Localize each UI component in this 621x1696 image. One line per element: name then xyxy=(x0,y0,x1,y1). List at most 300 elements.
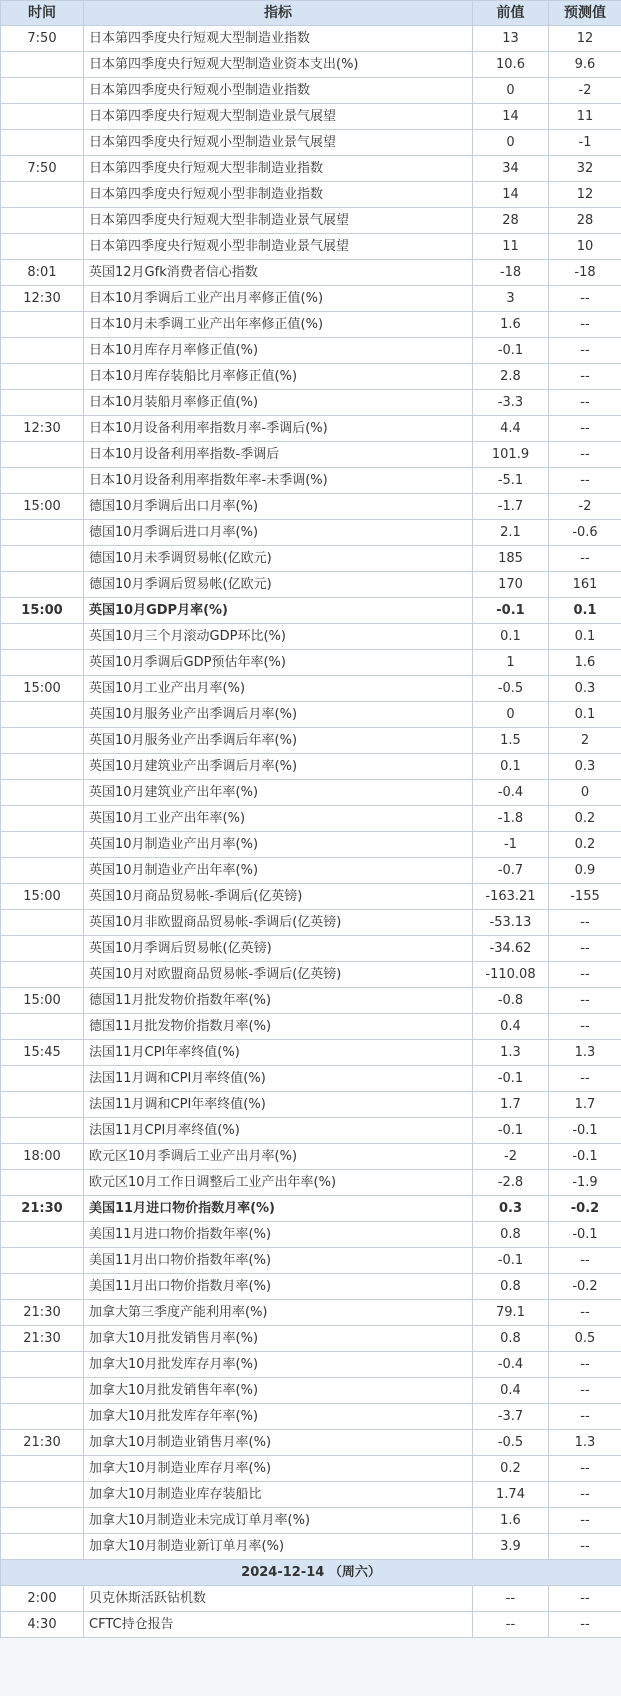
indicator-cell: 加拿大10月批发库存年率(%) xyxy=(84,1404,473,1430)
previous-value-cell: -1.8 xyxy=(473,806,549,832)
table-row xyxy=(1,1274,621,1300)
table-row xyxy=(1,936,621,962)
previous-value-cell: 10.6 xyxy=(473,52,549,78)
table-row xyxy=(1,910,621,936)
previous-value-cell: 0.3 xyxy=(473,1196,549,1222)
forecast-value-cell: -- xyxy=(549,1066,621,1092)
forecast-value-cell: 9.6 xyxy=(549,52,621,78)
table-row xyxy=(1,676,621,702)
header-row xyxy=(1,1,621,26)
header-forecast: 预测值 xyxy=(549,1,621,26)
table-row xyxy=(1,468,621,494)
indicator-cell: 英国10月对欧盟商品贸易帐-季调后(亿英镑) xyxy=(84,962,473,988)
table-row xyxy=(1,1092,621,1118)
time-cell xyxy=(1,182,84,208)
previous-value-cell: 1.74 xyxy=(473,1482,549,1508)
indicator-cell: 英国10月建筑业产出季调后月率(%) xyxy=(84,754,473,780)
table-row xyxy=(1,312,621,338)
indicator-cell: 日本10月装船月率修正值(%) xyxy=(84,390,473,416)
time-cell xyxy=(1,546,84,572)
indicator-cell: 英国10月商品贸易帐-季调后(亿英镑) xyxy=(84,884,473,910)
table-row xyxy=(1,988,621,1014)
time-cell xyxy=(1,1534,84,1560)
indicator-cell: 日本第四季度央行短观小型制造业景气展望 xyxy=(84,130,473,156)
time-cell xyxy=(1,1118,84,1144)
forecast-value-cell: -- xyxy=(549,962,621,988)
time-cell xyxy=(1,1508,84,1534)
table-row xyxy=(1,1612,621,1638)
forecast-value-cell: -0.1 xyxy=(549,1222,621,1248)
time-cell: 2:00 xyxy=(1,1586,84,1612)
previous-value-cell: 1.7 xyxy=(473,1092,549,1118)
forecast-value-cell: -- xyxy=(549,1352,621,1378)
forecast-value-cell: 11 xyxy=(549,104,621,130)
forecast-value-cell: -1 xyxy=(549,130,621,156)
previous-value-cell: 79.1 xyxy=(473,1300,549,1326)
table-row xyxy=(1,1300,621,1326)
previous-value-cell: 2.8 xyxy=(473,364,549,390)
indicator-cell: 德国10月季调后出口月率(%) xyxy=(84,494,473,520)
previous-value-cell: 1.5 xyxy=(473,728,549,754)
time-cell xyxy=(1,936,84,962)
forecast-value-cell: 28 xyxy=(549,208,621,234)
forecast-value-cell: -0.2 xyxy=(549,1274,621,1300)
previous-value-cell: -- xyxy=(473,1586,549,1612)
time-cell xyxy=(1,78,84,104)
header-previous: 前值 xyxy=(473,1,549,26)
indicator-cell: 日本第四季度央行短观大型制造业资本支出(%) xyxy=(84,52,473,78)
header-time: 时间 xyxy=(1,1,84,26)
forecast-value-cell: 12 xyxy=(549,182,621,208)
time-cell xyxy=(1,338,84,364)
indicator-cell: 加拿大10月制造业库存月率(%) xyxy=(84,1456,473,1482)
indicator-cell: 加拿大10月制造业销售月率(%) xyxy=(84,1430,473,1456)
indicator-cell: 日本10月库存月率修正值(%) xyxy=(84,338,473,364)
previous-value-cell: -2.8 xyxy=(473,1170,549,1196)
indicator-cell: 法国11月CPI年率终值(%) xyxy=(84,1040,473,1066)
time-cell xyxy=(1,728,84,754)
table-row xyxy=(1,338,621,364)
time-cell xyxy=(1,572,84,598)
table-row xyxy=(1,442,621,468)
previous-value-cell: 34 xyxy=(473,156,549,182)
table-row xyxy=(1,390,621,416)
previous-value-cell: -0.7 xyxy=(473,858,549,884)
table-row xyxy=(1,1482,621,1508)
previous-value-cell: 0.1 xyxy=(473,754,549,780)
time-cell xyxy=(1,1248,84,1274)
forecast-value-cell: -18 xyxy=(549,260,621,286)
indicator-cell: 德国11月批发物价指数月率(%) xyxy=(84,1014,473,1040)
forecast-value-cell: -- xyxy=(549,416,621,442)
table-row xyxy=(1,1196,621,1222)
indicator-cell: 英国10月工业产出年率(%) xyxy=(84,806,473,832)
previous-value-cell: 2.1 xyxy=(473,520,549,546)
time-cell xyxy=(1,208,84,234)
indicator-cell: CFTC持仓报告 xyxy=(84,1612,473,1638)
indicator-cell: 贝克休斯活跃钻机数 xyxy=(84,1586,473,1612)
indicator-cell: 英国10月GDP月率(%) xyxy=(84,598,473,624)
time-cell xyxy=(1,832,84,858)
previous-value-cell: 28 xyxy=(473,208,549,234)
forecast-value-cell: -- xyxy=(549,312,621,338)
previous-value-cell: 1.6 xyxy=(473,1508,549,1534)
table-row xyxy=(1,806,621,832)
indicator-cell: 法国11月调和CPI月率终值(%) xyxy=(84,1066,473,1092)
time-cell xyxy=(1,1092,84,1118)
indicator-cell: 日本第四季度央行短观小型非制造业指数 xyxy=(84,182,473,208)
indicator-cell: 加拿大第三季度产能利用率(%) xyxy=(84,1300,473,1326)
previous-value-cell: 0.4 xyxy=(473,1014,549,1040)
table-row xyxy=(1,1508,621,1534)
table-row xyxy=(1,208,621,234)
indicator-cell: 日本10月设备利用率指数年率-未季调(%) xyxy=(84,468,473,494)
table-row xyxy=(1,130,621,156)
previous-value-cell: -1 xyxy=(473,832,549,858)
forecast-value-cell: -2 xyxy=(549,494,621,520)
table-row xyxy=(1,572,621,598)
previous-value-cell: -1.7 xyxy=(473,494,549,520)
table-row xyxy=(1,156,621,182)
indicator-cell: 加拿大10月制造业未完成订单月率(%) xyxy=(84,1508,473,1534)
table-row xyxy=(1,364,621,390)
indicator-cell: 加拿大10月批发销售年率(%) xyxy=(84,1378,473,1404)
previous-value-cell: -0.5 xyxy=(473,1430,549,1456)
forecast-value-cell: -- xyxy=(549,286,621,312)
forecast-value-cell: -0.6 xyxy=(549,520,621,546)
forecast-value-cell: 0.5 xyxy=(549,1326,621,1352)
previous-value-cell: -163.21 xyxy=(473,884,549,910)
table-row xyxy=(1,286,621,312)
forecast-value-cell: -- xyxy=(549,1612,621,1638)
forecast-value-cell: -0.1 xyxy=(549,1144,621,1170)
forecast-value-cell: 2 xyxy=(549,728,621,754)
forecast-value-cell: -- xyxy=(549,1014,621,1040)
table-row xyxy=(1,650,621,676)
previous-value-cell: 0 xyxy=(473,78,549,104)
indicator-cell: 日本第四季度央行短观小型制造业指数 xyxy=(84,78,473,104)
indicator-cell: 日本10月设备利用率指数月率-季调后(%) xyxy=(84,416,473,442)
forecast-value-cell: -- xyxy=(549,390,621,416)
table-row xyxy=(1,1430,621,1456)
table-row xyxy=(1,1326,621,1352)
time-cell xyxy=(1,390,84,416)
time-cell: 21:30 xyxy=(1,1300,84,1326)
time-cell: 15:00 xyxy=(1,988,84,1014)
previous-value-cell: 0.2 xyxy=(473,1456,549,1482)
time-cell xyxy=(1,364,84,390)
forecast-value-cell: 1.7 xyxy=(549,1092,621,1118)
forecast-value-cell: -- xyxy=(549,1534,621,1560)
indicator-cell: 日本10月设备利用率指数-季调后 xyxy=(84,442,473,468)
table-row xyxy=(1,1066,621,1092)
previous-value-cell: 0 xyxy=(473,130,549,156)
previous-value-cell: 13 xyxy=(473,26,549,52)
time-cell xyxy=(1,234,84,260)
forecast-value-cell: -- xyxy=(549,1456,621,1482)
forecast-value-cell: -- xyxy=(549,936,621,962)
indicator-cell: 日本第四季度央行短观小型非制造业景气展望 xyxy=(84,234,473,260)
table-row xyxy=(1,78,621,104)
previous-value-cell: -110.08 xyxy=(473,962,549,988)
previous-value-cell: 0.8 xyxy=(473,1326,549,1352)
time-cell xyxy=(1,754,84,780)
previous-value-cell: -5.1 xyxy=(473,468,549,494)
table-row xyxy=(1,1378,621,1404)
previous-value-cell: -0.1 xyxy=(473,338,549,364)
time-cell: 12:30 xyxy=(1,416,84,442)
date-separator: 2024-12-14 （周六） xyxy=(1,1560,621,1586)
indicator-cell: 德国10月季调后进口月率(%) xyxy=(84,520,473,546)
previous-value-cell: -0.1 xyxy=(473,598,549,624)
previous-value-cell: 185 xyxy=(473,546,549,572)
time-cell xyxy=(1,962,84,988)
previous-value-cell: 0 xyxy=(473,702,549,728)
table-row xyxy=(1,494,621,520)
previous-value-cell: -0.4 xyxy=(473,1352,549,1378)
forecast-value-cell: -- xyxy=(549,988,621,1014)
time-cell: 8:01 xyxy=(1,260,84,286)
previous-value-cell: -0.1 xyxy=(473,1118,549,1144)
indicator-cell: 日本第四季度央行短观大型制造业指数 xyxy=(84,26,473,52)
forecast-value-cell: -- xyxy=(549,1248,621,1274)
time-cell: 21:30 xyxy=(1,1196,84,1222)
previous-value-cell: -18 xyxy=(473,260,549,286)
previous-value-cell: -0.5 xyxy=(473,676,549,702)
table-row xyxy=(1,546,621,572)
previous-value-cell: 0.8 xyxy=(473,1274,549,1300)
time-cell: 4:30 xyxy=(1,1612,84,1638)
time-cell: 21:30 xyxy=(1,1326,84,1352)
forecast-value-cell: 12 xyxy=(549,26,621,52)
time-cell xyxy=(1,702,84,728)
previous-value-cell: 14 xyxy=(473,104,549,130)
previous-value-cell: 170 xyxy=(473,572,549,598)
table-row xyxy=(1,754,621,780)
time-cell xyxy=(1,1404,84,1430)
table-row xyxy=(1,260,621,286)
table-row xyxy=(1,1248,621,1274)
forecast-value-cell: -1.9 xyxy=(549,1170,621,1196)
indicator-cell: 德国10月季调后贸易帐(亿欧元) xyxy=(84,572,473,598)
time-cell: 15:45 xyxy=(1,1040,84,1066)
forecast-value-cell: 0 xyxy=(549,780,621,806)
time-cell xyxy=(1,312,84,338)
forecast-value-cell: -155 xyxy=(549,884,621,910)
table-row xyxy=(1,1014,621,1040)
indicator-cell: 日本第四季度央行短观大型非制造业景气展望 xyxy=(84,208,473,234)
table-row xyxy=(1,962,621,988)
time-cell: 18:00 xyxy=(1,1144,84,1170)
time-cell xyxy=(1,1482,84,1508)
forecast-value-cell: -- xyxy=(549,1378,621,1404)
table-row xyxy=(1,1170,621,1196)
previous-value-cell: 1 xyxy=(473,650,549,676)
time-cell: 7:50 xyxy=(1,156,84,182)
previous-value-cell: 101.9 xyxy=(473,442,549,468)
forecast-value-cell: 1.3 xyxy=(549,1430,621,1456)
time-cell: 21:30 xyxy=(1,1430,84,1456)
indicator-cell: 法国11月CPI月率终值(%) xyxy=(84,1118,473,1144)
indicator-cell: 加拿大10月批发库存月率(%) xyxy=(84,1352,473,1378)
indicator-cell: 英国12月Gfk消费者信心指数 xyxy=(84,260,473,286)
forecast-value-cell: 1.6 xyxy=(549,650,621,676)
forecast-value-cell: 0.1 xyxy=(549,598,621,624)
time-cell xyxy=(1,1378,84,1404)
previous-value-cell: 0.8 xyxy=(473,1222,549,1248)
time-cell xyxy=(1,1014,84,1040)
forecast-value-cell: 0.9 xyxy=(549,858,621,884)
table-row xyxy=(1,234,621,260)
forecast-value-cell: 0.3 xyxy=(549,754,621,780)
forecast-value-cell: -- xyxy=(549,1300,621,1326)
table-row xyxy=(1,884,621,910)
time-cell xyxy=(1,1274,84,1300)
date-separator-row xyxy=(1,1560,621,1586)
table-row xyxy=(1,1118,621,1144)
table-row xyxy=(1,1352,621,1378)
previous-value-cell: 1.6 xyxy=(473,312,549,338)
forecast-value-cell: 32 xyxy=(549,156,621,182)
indicator-cell: 加拿大10月批发销售月率(%) xyxy=(84,1326,473,1352)
forecast-value-cell: -- xyxy=(549,1586,621,1612)
table-row xyxy=(1,728,621,754)
indicator-cell: 英国10月服务业产出季调后年率(%) xyxy=(84,728,473,754)
forecast-value-cell: 0.2 xyxy=(549,806,621,832)
table-row xyxy=(1,1040,621,1066)
previous-value-cell: -3.3 xyxy=(473,390,549,416)
indicator-cell: 英国10月制造业产出月率(%) xyxy=(84,832,473,858)
forecast-value-cell: 0.3 xyxy=(549,676,621,702)
previous-value-cell: -0.8 xyxy=(473,988,549,1014)
forecast-value-cell: -- xyxy=(549,338,621,364)
indicator-cell: 加拿大10月制造业库存装船比 xyxy=(84,1482,473,1508)
indicator-cell: 英国10月工业产出月率(%) xyxy=(84,676,473,702)
indicator-cell: 德国10月未季调贸易帐(亿欧元) xyxy=(84,546,473,572)
table-row xyxy=(1,416,621,442)
forecast-value-cell: -- xyxy=(549,1508,621,1534)
time-cell: 15:00 xyxy=(1,494,84,520)
forecast-value-cell: -- xyxy=(549,1404,621,1430)
previous-value-cell: 0.1 xyxy=(473,624,549,650)
table-row xyxy=(1,780,621,806)
previous-value-cell: 0.4 xyxy=(473,1378,549,1404)
time-cell xyxy=(1,442,84,468)
table-row xyxy=(1,624,621,650)
table-row xyxy=(1,26,621,52)
previous-value-cell: 3.9 xyxy=(473,1534,549,1560)
time-cell xyxy=(1,1066,84,1092)
indicator-cell: 美国11月出口物价指数年率(%) xyxy=(84,1248,473,1274)
time-cell xyxy=(1,130,84,156)
table-row xyxy=(1,1222,621,1248)
time-cell xyxy=(1,52,84,78)
table-row xyxy=(1,52,621,78)
indicator-cell: 美国11月进口物价指数月率(%) xyxy=(84,1196,473,1222)
time-cell: 15:00 xyxy=(1,884,84,910)
previous-value-cell: -0.4 xyxy=(473,780,549,806)
header-indicator: 指标 xyxy=(84,1,473,26)
indicator-cell: 日本第四季度央行短观大型非制造业指数 xyxy=(84,156,473,182)
indicator-cell: 英国10月建筑业产出年率(%) xyxy=(84,780,473,806)
time-cell xyxy=(1,858,84,884)
table-row xyxy=(1,858,621,884)
time-cell xyxy=(1,1352,84,1378)
previous-value-cell: 11 xyxy=(473,234,549,260)
forecast-value-cell: -0.1 xyxy=(549,1118,621,1144)
time-cell xyxy=(1,520,84,546)
forecast-value-cell: -- xyxy=(549,546,621,572)
table-row xyxy=(1,520,621,546)
table-row xyxy=(1,104,621,130)
forecast-value-cell: -0.2 xyxy=(549,1196,621,1222)
time-cell xyxy=(1,104,84,130)
table-row xyxy=(1,832,621,858)
previous-value-cell: -2 xyxy=(473,1144,549,1170)
previous-value-cell: -3.7 xyxy=(473,1404,549,1430)
table-header xyxy=(1,1,621,26)
time-cell: 12:30 xyxy=(1,286,84,312)
table-row xyxy=(1,182,621,208)
table-row xyxy=(1,1456,621,1482)
indicator-cell: 英国10月季调后GDP预估年率(%) xyxy=(84,650,473,676)
forecast-value-cell: -- xyxy=(549,442,621,468)
previous-value-cell: 4.4 xyxy=(473,416,549,442)
time-cell: 15:00 xyxy=(1,676,84,702)
indicator-cell: 欧元区10月季调后工业产出月率(%) xyxy=(84,1144,473,1170)
indicator-cell: 加拿大10月制造业新订单月率(%) xyxy=(84,1534,473,1560)
table-body xyxy=(1,26,621,1638)
table-row xyxy=(1,1586,621,1612)
previous-value-cell: -- xyxy=(473,1612,549,1638)
indicator-cell: 英国10月制造业产出年率(%) xyxy=(84,858,473,884)
previous-value-cell: 3 xyxy=(473,286,549,312)
time-cell xyxy=(1,1222,84,1248)
indicator-cell: 美国11月出口物价指数月率(%) xyxy=(84,1274,473,1300)
previous-value-cell: -53.13 xyxy=(473,910,549,936)
time-cell: 15:00 xyxy=(1,598,84,624)
time-cell xyxy=(1,468,84,494)
previous-value-cell: -0.1 xyxy=(473,1066,549,1092)
forecast-value-cell: 10 xyxy=(549,234,621,260)
table-row xyxy=(1,1144,621,1170)
time-cell xyxy=(1,650,84,676)
forecast-value-cell: -- xyxy=(549,1482,621,1508)
forecast-value-cell: 1.3 xyxy=(549,1040,621,1066)
forecast-value-cell: 0.2 xyxy=(549,832,621,858)
time-cell xyxy=(1,806,84,832)
indicator-cell: 法国11月调和CPI年率终值(%) xyxy=(84,1092,473,1118)
forecast-value-cell: 0.1 xyxy=(549,624,621,650)
table-row xyxy=(1,598,621,624)
indicator-cell: 日本10月未季调工业产出年率修正值(%) xyxy=(84,312,473,338)
indicator-cell: 日本10月季调后工业产出月率修正值(%) xyxy=(84,286,473,312)
forecast-value-cell: -- xyxy=(549,364,621,390)
indicator-cell: 英国10月季调后贸易帐(亿英镑) xyxy=(84,936,473,962)
previous-value-cell: -0.1 xyxy=(473,1248,549,1274)
forecast-value-cell: -- xyxy=(549,910,621,936)
previous-value-cell: 14 xyxy=(473,182,549,208)
table-row xyxy=(1,1404,621,1430)
time-cell xyxy=(1,910,84,936)
forecast-value-cell: 0.1 xyxy=(549,702,621,728)
indicator-cell: 日本第四季度央行短观大型制造业景气展望 xyxy=(84,104,473,130)
indicator-cell: 英国10月三个月滚动GDP环比(%) xyxy=(84,624,473,650)
table-row xyxy=(1,1534,621,1560)
table-row xyxy=(1,702,621,728)
time-cell xyxy=(1,780,84,806)
indicator-cell: 日本10月库存装船比月率修正值(%) xyxy=(84,364,473,390)
